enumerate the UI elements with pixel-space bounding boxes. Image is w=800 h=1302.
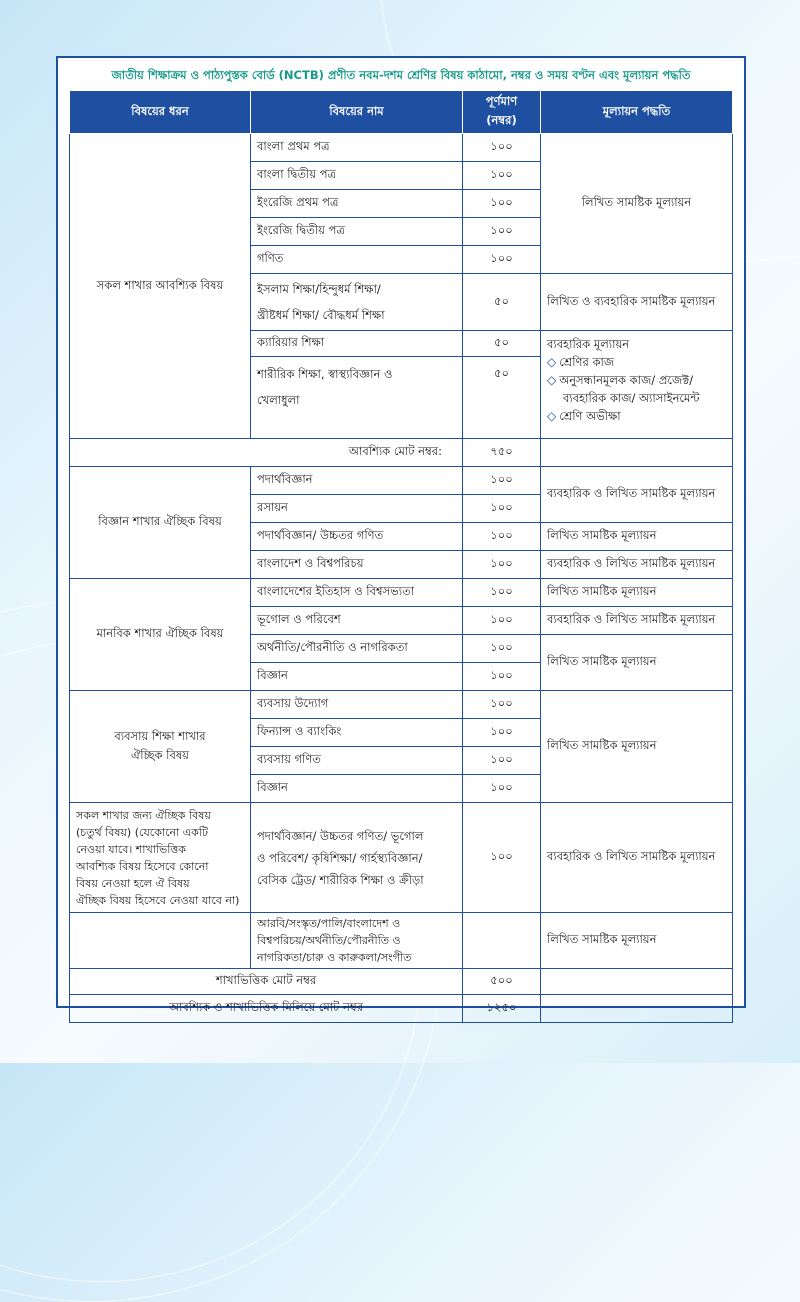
science-type-cell: বিজ্ঞান শাখার ঐচ্ছিক বিষয় (70, 467, 251, 579)
subject-name-line: আরবি/সংস্কৃত/পালি/বাংলাদেশ ও (257, 917, 401, 930)
subject-name: অর্থনীতি/পৌরনীতি ও নাগরিকতা (251, 635, 463, 663)
list-item: ব্যবহারিক কাজ/ অ্যাসাইনমেন্ট (563, 391, 700, 405)
subject-name: ফিন্যান্স ও ব্যাংকিং (251, 719, 463, 747)
diamond-bullet-icon: ◇ (547, 373, 557, 387)
subject-name: বাংলা দ্বিতীয় পত্র (251, 162, 463, 190)
table-header-row (70, 91, 733, 134)
total-row (70, 995, 733, 1023)
table-row (70, 691, 733, 719)
header-subject-name: বিষয়ের নাম (251, 91, 463, 134)
assessment-method: ব্যবহারিক ও লিখিত সামষ্টিক মূল্যায়ন (541, 607, 733, 635)
subject-name: ইংরেজি দ্বিতীয় পত্র (251, 218, 463, 246)
subject-name (251, 913, 463, 969)
subject-name: গণিত (251, 246, 463, 274)
subject-name-line: বেসিক ট্রেড/ শারীরিক শিক্ষা ও ক্রীড়া (257, 872, 424, 887)
branch-total-label: শাখাভিত্তিক মোট নম্বর (70, 969, 463, 995)
compulsory-type-cell: সকল শাখার আবশ্যিক বিষয় (70, 134, 251, 439)
assessment-method: ব্যবহারিক ও লিখিত সামষ্টিক মূল্যায়ন (541, 551, 733, 579)
type-line: ব্যবসায় শিক্ষা শাখার (114, 728, 206, 743)
subject-name-line: খেলাধুলা (257, 393, 300, 407)
subject-name: ইংরেজি প্রথম পত্র (251, 190, 463, 218)
practical-assessment-list (541, 331, 733, 439)
type-line: নেওয়া যাবে। শাখাভিত্তিক (76, 842, 186, 856)
assessment-method: লিখিত সামষ্টিক মূল্যায়ন (541, 691, 733, 803)
empty-cell (541, 995, 733, 1023)
fourth-subject-type-cell (70, 803, 251, 913)
subject-name: পদার্থবিজ্ঞান/ উচ্চতর গণিত (251, 523, 463, 551)
subject-marks: ১০০ (463, 495, 541, 523)
table-row (70, 803, 733, 913)
subject-name (251, 803, 463, 913)
subject-marks: ১০০ (463, 467, 541, 495)
subject-name: ব্যবসায় উদ্যোগ (251, 691, 463, 719)
empty-cell (463, 913, 541, 969)
subject-name: বিজ্ঞান (251, 663, 463, 691)
subject-name-line: ও পরিবেশ/ কৃষিশিক্ষা/ গার্হস্থ্যবিজ্ঞান/ (257, 850, 423, 865)
subject-name-line: শারীরিক শিক্ষা, স্বাস্থ্যবিজ্ঞান ও (257, 367, 393, 381)
assessment-method: ব্যবহারিক ও লিখিত সামষ্টিক মূল্যায়ন (541, 803, 733, 913)
humanities-type-cell: মানবিক শাখার ঐচ্ছিক বিষয় (70, 579, 251, 691)
subject-marks: ১০০ (463, 719, 541, 747)
total-row (70, 439, 733, 467)
empty-cell (541, 439, 733, 467)
type-line: বিষয় নেওয়া হলে ঐ বিষয় (76, 876, 190, 890)
assessment-method: ব্যবহারিক ও লিখিত সামষ্টিক মূল্যায়ন (541, 467, 733, 523)
type-line: ঐচ্ছিক বিষয় (131, 747, 189, 762)
business-type-cell (70, 691, 251, 803)
subject-marks: ১০০ (463, 162, 541, 190)
subject-name: বাংলাদেশের ইতিহাস ও বিশ্বসভ্যতা (251, 579, 463, 607)
branch-total-marks: ৫০০ (463, 969, 541, 995)
subject-marks: ৫০ (463, 357, 541, 439)
type-line: সকল শাখার জন্য ঐচ্ছিক বিষয় (76, 808, 211, 822)
subject-marks: ১০০ (463, 747, 541, 775)
type-line: (চতুর্থ বিষয়) (যেকোনো একটি (76, 825, 208, 839)
list-item: অনুসন্ধানমূলক কাজ/ প্রজেক্ট/ (559, 373, 694, 387)
list-item: শ্রেণি অভীক্ষা (559, 409, 621, 423)
assessment-method: লিখিত সামষ্টিক মূল্যায়ন (541, 134, 733, 274)
empty-cell (70, 913, 251, 969)
subject-marks: ৫০ (463, 331, 541, 357)
compulsory-total-label: আবশ্যিক মোট নম্বর: (70, 439, 463, 467)
subject-marks: ১০০ (463, 190, 541, 218)
subject-name-line: খ্রীষ্টধর্ম শিক্ষা/ বৌদ্ধধর্ম শিক্ষা (257, 308, 385, 322)
header-full-marks: পূর্ণমাণ (নম্বর) (463, 91, 541, 134)
subject-name: রসায়ন (251, 495, 463, 523)
subject-marks: ১০০ (463, 691, 541, 719)
subject-structure-table (69, 90, 733, 1023)
subject-name-line: নাগরিকতা/চারু ও কারুকলা/সংগীত (257, 951, 412, 964)
type-line: ঐচ্ছিক বিষয় হিসেবে নেওয়া যাবে না) (76, 893, 240, 907)
subject-marks: ১০০ (463, 579, 541, 607)
subject-name-line: বিশ্বপরিচয়/অর্থনীতি/পৌরনীতি ও (257, 934, 401, 947)
list-item: শ্রেণির কাজ (559, 355, 615, 369)
subject-marks: ১০০ (463, 246, 541, 274)
subject-name: ক্যারিয়ার শিক্ষা (251, 331, 463, 357)
assessment-method: লিখিত সামষ্টিক মূল্যায়ন (541, 635, 733, 691)
subject-name-line: পদার্থবিজ্ঞান/ উচ্চতর গণিত/ ভূগোল (257, 828, 424, 843)
subject-marks: ১০০ (463, 775, 541, 803)
subject-name: বাংলাদেশ ও বিশ্বপরিচয় (251, 551, 463, 579)
header-assessment-method: মূল্যায়ন পদ্ধতি (541, 91, 733, 134)
assessment-method: লিখিত ও ব্যবহারিক সামষ্টিক মূল্যায়ন (541, 274, 733, 331)
subject-marks: ৫০ (463, 274, 541, 331)
table-row (70, 913, 733, 969)
subject-name: ব্যবসায় গণিত (251, 747, 463, 775)
assessment-method: লিখিত সামষ্টিক মূল্যায়ন (541, 913, 733, 969)
practical-assessment-heading: ব্যবহারিক মূল্যায়ন (547, 337, 630, 351)
subject-marks: ১০০ (463, 663, 541, 691)
table-row (70, 134, 733, 162)
page-title: জাতীয় শিক্ষাক্রম ও পাঠ্যপুস্তক বোর্ড (NCTB) প্রণীত নবম-দশম শ্রেণির বিষয় কাঠামো, নম্বর ও সময় বণ্টন এবং মূল্যায়ন পদ্ধতি (111, 68, 691, 82)
diamond-bullet-icon: ◇ (547, 409, 557, 423)
table-row (70, 579, 733, 607)
subject-name: পদার্থবিজ্ঞান (251, 467, 463, 495)
header-subject-type: বিষয়ের ধরন (70, 91, 251, 134)
subject-name: বিজ্ঞান (251, 775, 463, 803)
subject-marks: ১০০ (463, 551, 541, 579)
subject-marks: ১০০ (463, 218, 541, 246)
subject-marks: ১০০ (463, 134, 541, 162)
subject-name: ভূগোল ও পরিবেশ (251, 607, 463, 635)
subject-name (251, 274, 463, 331)
subject-name (251, 357, 463, 439)
grand-total-label: আবশ্যিক ও শাখাভিত্তিক মিলিয়ে মোট নম্বর (70, 995, 463, 1023)
subject-name-line: ইসলাম শিক্ষা/হিন্দুধর্ম শিক্ষা/ (257, 282, 381, 296)
total-row (70, 969, 733, 995)
empty-cell (541, 969, 733, 995)
assessment-method: লিখিত সামষ্টিক মূল্যায়ন (541, 579, 733, 607)
diamond-bullet-icon: ◇ (547, 355, 557, 369)
type-line: আবশ্যিক বিষয় হিসেবে কোনো (76, 859, 209, 873)
subject-marks: ১০০ (463, 635, 541, 663)
table-row (70, 467, 733, 495)
subject-marks: ১০০ (463, 607, 541, 635)
compulsory-total-marks: ৭৫০ (463, 439, 541, 467)
grand-total-marks: ১২৫০ (463, 995, 541, 1023)
subject-name: বাংলা প্রথম পত্র (251, 134, 463, 162)
subject-marks: ১০০ (463, 803, 541, 913)
assessment-method: লিখিত সামষ্টিক মূল্যায়ন (541, 523, 733, 551)
subject-marks: ১০০ (463, 523, 541, 551)
